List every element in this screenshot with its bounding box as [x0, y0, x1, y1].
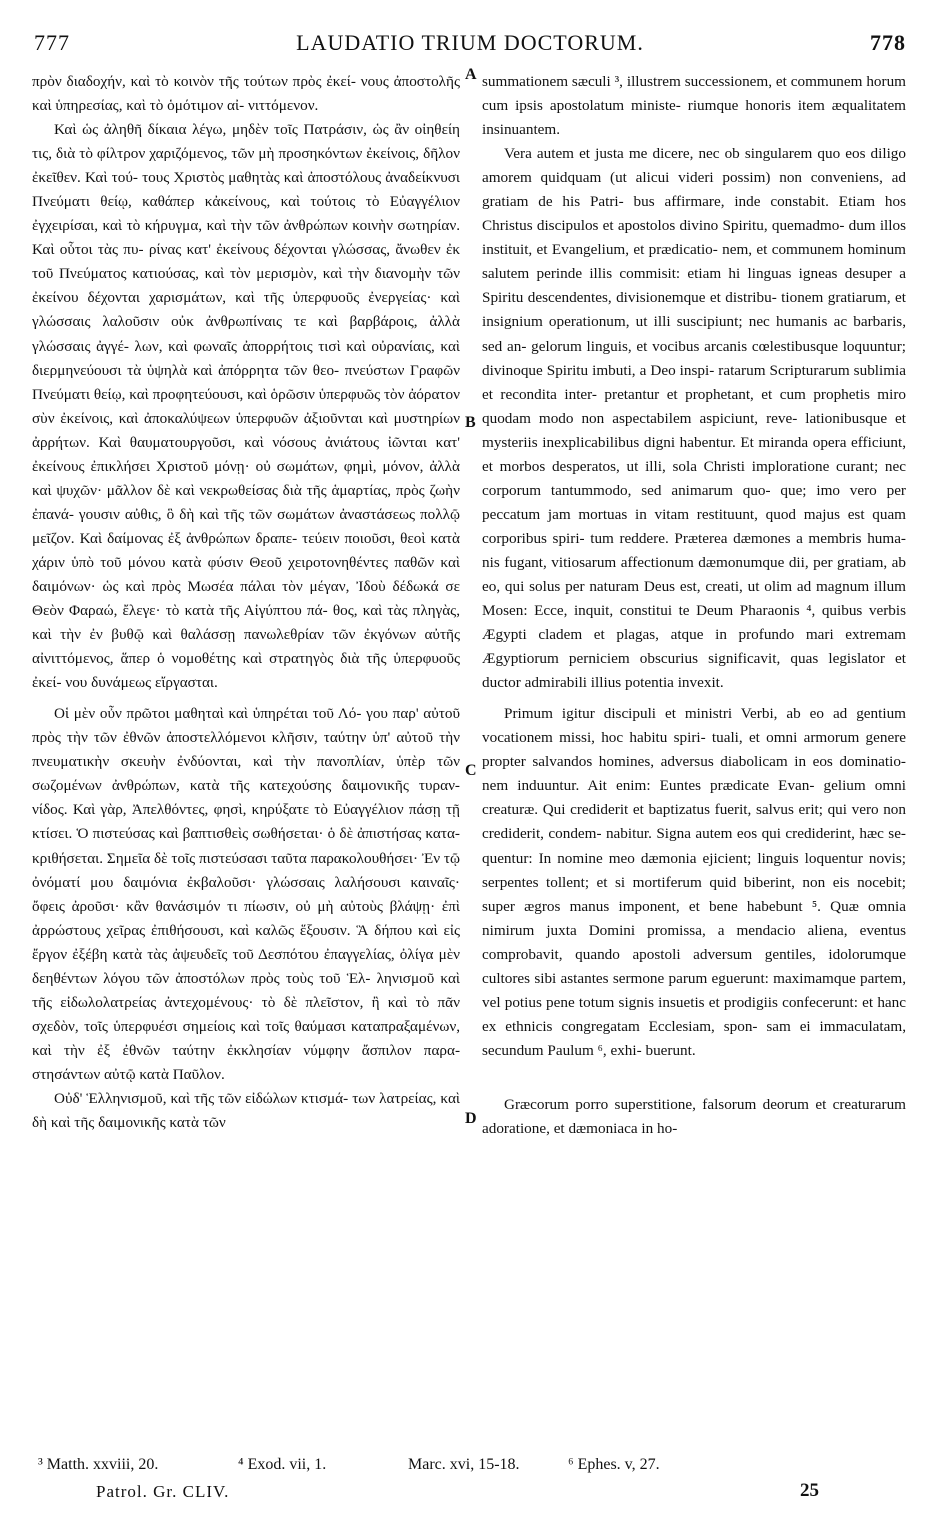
footnote: Marc. xvi, 15-18. — [408, 1456, 520, 1473]
latin-paragraph: Græcorum porro superstitione, falsorum deorum et creaturarum adoratione, et dæmoniaca in ho- — [482, 1095, 906, 1137]
signature-line: Patrol. Gr. CLIV. — [96, 1482, 230, 1501]
margin-letter-a: A — [465, 66, 477, 83]
page-number-right: 778 — [870, 30, 906, 55]
running-title: LAUDATIO TRIUM DOCTORUM. — [296, 30, 644, 55]
footnote: ³ Matth. xxviii, 20. — [38, 1456, 159, 1473]
margin-letter-c: C — [465, 762, 477, 779]
greek-paragraph: Καὶ ὡς ἀληθῆ δίκαια λέγω, μηδὲν τοῖς Πατράσιν, ὡς ἂν οἰηθείη τις, διὰ τὸ φίλτρον χαριζόμενος, τῶν μὴ προσηκόντων ἐκείνοις, δῆλον ἐκεῖθεν. Καὶ τού- τους Χριστὸς μαθητὰς καὶ ἀποστόλους ἀναδείκνυσι Πνεύματι θείῳ, καθάπερ κἀκείνους, καὶ τούτοις τὸ Εὐαγγέλιον ἐγχειρίσαι, καὶ τὸ κήρυγμα, καὶ τὴν τῶν ἀνθρώπων κοινὴν σωτηρίαν. Καὶ οὗτοι τὰς πυ- ρίνας κατ' ἐκείνους δέχονται γλώσσας, ἄνωθεν ἐκ τοῦ Πνεύματος κατιούσας, καὶ τὸν μερισμὸν, καὶ τὴν διανομὴν τῶν ἐκείνου δέχονται χαρισμάτων, καὶ τῆς ὑπερφυοῦς ἐνεργείας· καὶ γλώσσαις λαλοῦσιν οὐκ ἀνθρωπίναις τε καὶ βαρβάροις, ἀλλὰ γλώσσαις ἀγγέ- λων, καὶ φωναῖς ἀπορρήτοις τισὶ καὶ οὐρανίαις, καὶ διερμηνεύουσι τὰ ὑψηλὰ καὶ ἀπόρρητα τῶν θεο- πνεύστων Γραφῶν Πνεύματι θείῳ, καὶ προφητεύουσι, καὶ ὁρῶσιν ὑπερφυῶς τὸν ἀόρατον σὺν ἐκείνοις, καὶ ἀποκαλύψεων ὑπερφυῶν ἀξιοῦνται καὶ μυστηρίων ἀρρήτων. Καὶ θαυματουργοῦσι, καὶ νόσους ἀνιάτους ἰῶνται κατ' ἐκείνους ἐπικλήσει Χριστοῦ μόνῃ· οὐ σωμάτων, φημὶ, μόνον, ἀλλὰ καὶ ψυχῶν· μᾶλλον δὲ καὶ νεκρωθείσας διὰ τῆς ἁμαρτίας, πρὸς ζωὴν ἐπανά- γουσιν αὐθις, ὃ δὴ καὶ τῆς τῶν σωμάτων ἀναστάσεως πολλῷ μεῖζον. Καὶ δαίμονας ἐξ ἀνθρώπων δραπε- τεύειν ποιοῦσι, θεοὶ κατὰ χάριν ὑπὸ τοῦ μόνου κατὰ φύσιν Θεοῦ χειροτονηθέντες παθῶν καὶ δαιμόνων· ὡς καὶ πρὸς Μωσέα πάλαι τὸν μέγαν, Ἰδοὺ δέδωκά σε Θεὸν Φαραώ, ἔλεγε· τὸ κατὰ τῆς Αἰγύπτου πά- θος, καὶ τὰς πληγὰς, καὶ τὴν ἐν βυθῷ καὶ θαλάσσῃ πανωλεθρίαν τῶν ἐκγόνων αὐτῆς αἰνιττόμενος, ἅπερ ὁ νομοθέτης καὶ στρατηγὸς διὰ τῆς ὑπερφυοῦς ἐκεί- νου δυνάμεως εἴργασται. — [32, 121, 460, 692]
greek-paragraph: Οἱ μὲν οὖν πρῶτοι μαθηταὶ καὶ ὑπηρέται τοῦ Λό- γου παρ' αὐτοῦ πρὸς τὴν τῶν ἐθνῶν ἀποστελλόμενοι κλῆσιν, ταύτην ὑπ' αὐτοῦ τὴν πνευματικὴν σκευὴν ἐνδύονται, καὶ τὴν πανοπλίαν, ὑπὲρ τῶν σωζομένων ἀνθρώπων, κατὰ τῆς κατεχούσης δαιμονικῆς τυραν- νίδος. Καὶ γὰρ, Ἀπελθόντες, φησὶ, κηρύξατε τὸ Εὐαγγέλιον πάσῃ τῇ κτίσει. Ὁ πιστεύσας καὶ βαπτισθεὶς σωθήσεται· ὁ δὲ ἀπιστήσας κατα- κριθήσεται. Σημεῖα δὲ τοῖς πιστεύσασι ταῦτα παρακολουθήσει· Ἐν τῷ ὀνόματί μου δαιμόνια ἐκβαλοῦσι· γλώσσαις λαλήσουσι καιναῖς· ὄφεις ἀροῦσι· κἂν θανάσιμόν τι πίωσιν, οὐ μὴ αὐτοὺς βλάψῃ· ἐπὶ ἀρρώστους χεῖρας ἐπιθήσουσι, καὶ καλῶς ἕξουσιν. Ἃ δήπου καὶ εἰς ἔργον ἐξέβη κατὰ τὰς ἀψευδεῖς τοῦ Δεσπότου ἐπαγγελίας, ὀλίγα μὲν δεηθέντων λόγου τῶν ἀποστόλων πρὸς τοὺς τοῦ Ἑλ- ληνισμοῦ καὶ τῆς εἰδωλολατρείας ἀντεχομένους· τὸ δὲ πλεῖστον, ἢ καὶ τὸ πᾶν σχεδὸν, τοῖς ὑπερφυέσι σημείοις καὶ τοῖς θαύμασι καταπραξαμένων, καὶ τὴν ἐξ ἐθνῶν ταύτην ἐκκλησίαν νύμφην ἄσπιλον παρα- στησάντων αὐτῷ κατὰ Παῦλον. — [32, 705, 460, 1083]
latin-column — [482, 70, 906, 1420]
footnote: ⁶ Ephes. v, 27. — [568, 1456, 660, 1473]
margin-letter-b: B — [465, 414, 476, 431]
latin-paragraph: summationem sæculi ³, illustrem successionem, et communem horum cum ipsis apostolatum ministe- riumque honoris item æqualitatem insinuantem. — [482, 73, 906, 139]
page-number-left: 777 — [34, 30, 70, 55]
margin-letter-d: D — [465, 1110, 477, 1127]
signature-mark: 25 — [800, 1480, 819, 1501]
greek-paragraph: Οὐδ' Ἑλληνισμοῦ, καὶ τῆς τῶν εἰδώλων κτισμά- των λατρείας, καὶ δὴ καὶ τῆς δαιμονικῆς κατὰ τῶν — [32, 1089, 460, 1132]
latin-paragraph: Primum igitur discipuli et ministri Verbi, ab eo ad gentium vocationem missi, hoc habitu spiri- tuali, et omni armorum genere propter salvandos homines, adversus diabolicam in eos dominatio- nem induuntur. Ait enim: Euntes prædicate Evan- gelium omni creaturæ. Qui crediderit et baptizatus fuerit, salvus erit; qui vero non crediderit, condem- nabitur. Signa autem eos qui crediderint, hæc se- quentur: In nomine meo dæmonia ejicient; linguis loquentur novis; serpentes tollent; et si mortiferum quid biberint, non eis nocebit; super ægros manus imponent, et bene habebunt ⁵. Quæ omnia nimirum juxta Domini promissa, a mendacio aliena, eventus comprobavit, quando apostoli adversum gentiles, idolorumque cultores sibi astantes sermone parum eguerunt: maximamque partem, vel potius pene totum signis insuetis et prodigiis confecerunt: et hanc ex ethnicis congregatam Ecclesiam, spon- sam ei immaculatam, secundum Paulum ⁶, exhi- buerunt. — [482, 705, 906, 1059]
footnote: ⁴ Exod. vii, 1. — [238, 1456, 327, 1473]
greek-paragraph: πρὸν διαδοχήν, καὶ τὸ κοινὸν τῆς τούτων πρὸς ἐκεί- νους ἀποστολῆς καὶ ὑπηρεσίας, καὶ τὸ ὁμότιμον αἰ- νιττόμενον. — [32, 73, 460, 115]
greek-column — [32, 70, 460, 1410]
latin-paragraph: Vera autem et justa me dicere, nec ob singularem quo eos diligo amorem quidquam (ut alicui videri possim) non conveniens, ad gratiam de his Patri- bus affirmare, inde constabit. Etiam hos Christus discipulos et apostolos divino Spiritu, quemadmo- dum illos instituit, et Evangelium, et prædicatio- nem, et communem hominum salutem perinde illis commisit: etiam hi linguas igneas desuper a Spiritu descendentes, divisionemque et distribu- tionem gratiarum, et insignium operationum, ut illi suscipiunt; nec humanis ac barbaris, sed an- gelorum linguis, et vocibus arcanis cœlestibusque loquuntur; divinoque Spiritu imbuti, a Deo inspi- ratarum Scripturarum sublimia et recondita inter- pretantur et prophetant, et cum prophetis miro quodam modo non aspectabilem aspiciunt, reve- lationibusque et mysteriis inexplicabilibus digni habentur. Et miranda opera efficiunt, et morbos desperatos, ut illi, sola Christi imploratione curant; nec corporum tantummodo, sed animarum quo- que; imo vero per peccatum jam mortuas in vitam restituunt, quod majus est quam corporibus spiri- tum reddere. Præterea dæmones a membris huma- nis fugant, vitiosarum affectionum dæmonumque dii, per gratiam, ab eo, qui solus per naturam Deus est, creati, ut olim ad magnum illum Mosen: Ecce, inquit, constitui te Deum Pharaonis ⁴, quibus verbis Ægypti cladem et plagas, atque in profundo mari extremam Ægyptiorum perniciem obscurius significavit, quas legislator et ductor admirabili illius potentia invexit. — [482, 145, 906, 692]
running-header — [34, 30, 906, 64]
